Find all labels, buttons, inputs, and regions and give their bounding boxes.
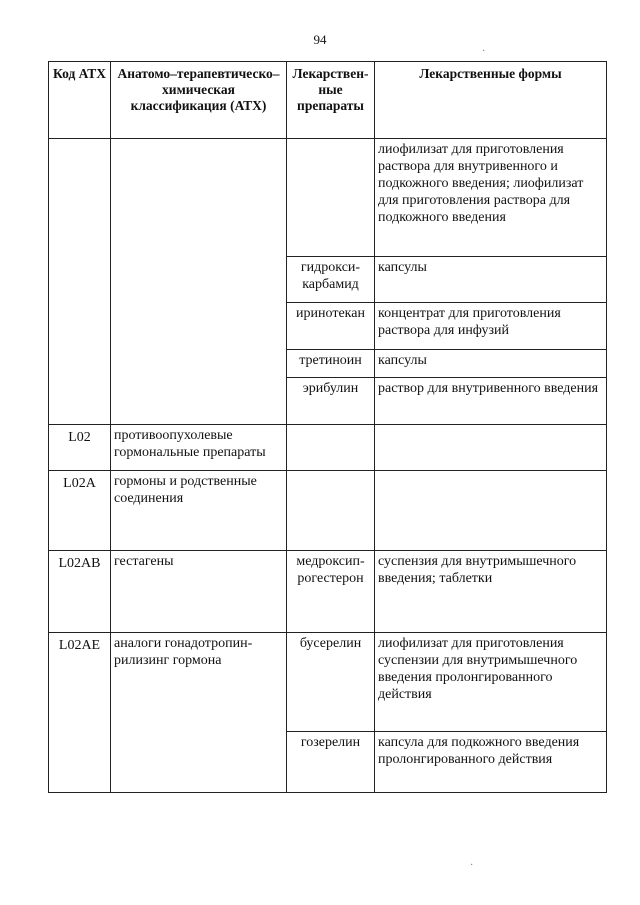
atx-table xyxy=(48,61,607,793)
cell-code: L02AB xyxy=(49,551,111,633)
cell-forms: капсула для подкожного введения пролонгированного действия xyxy=(375,732,607,793)
cell-forms: суспензия для внутримышечного введения; таблетки xyxy=(375,551,607,633)
cell-forms: лиофилизат для приготовления раствора для внутривенного и подкожного введения; лиофилизат для приготовления раствора для подкожного введения xyxy=(375,139,607,257)
table-row xyxy=(49,471,607,551)
cell-classification: гормоны и родственные соединения xyxy=(111,471,287,551)
cell-drug xyxy=(287,139,375,257)
table-row xyxy=(49,551,607,633)
cell-drug: бусерелин xyxy=(287,633,375,732)
cell-classification: гестагены xyxy=(111,551,287,633)
cell-drug: эрибулин xyxy=(287,378,375,425)
table-row xyxy=(49,633,607,732)
cell-drug: гидрокси-карбамид xyxy=(287,257,375,303)
cell-code xyxy=(49,139,111,425)
cell-forms xyxy=(375,471,607,551)
cell-code: L02 xyxy=(49,425,111,471)
cell-drug xyxy=(287,425,375,471)
table-row xyxy=(49,139,607,257)
cell-forms xyxy=(375,425,607,471)
cell-drug: иринотекан xyxy=(287,303,375,350)
header-forms: Лекарственные формы xyxy=(375,62,607,139)
cell-classification: противоопухолевые гормональные препараты xyxy=(111,425,287,471)
cell-drug xyxy=(287,471,375,551)
cell-forms: концентрат для приготовления раствора для инфузий xyxy=(375,303,607,350)
cell-drug: гозерелин xyxy=(287,732,375,793)
page-number: 94 xyxy=(313,32,327,47)
scan-mark: · xyxy=(470,860,474,871)
cell-code: L02AE xyxy=(49,633,111,793)
cell-drug: медроксип-рогестерон xyxy=(287,551,375,633)
header-code: Код АТХ xyxy=(49,62,111,139)
table-row xyxy=(49,425,607,471)
header-drugs: Лекарствен-ные препараты xyxy=(287,62,375,139)
cell-classification: аналоги гонадотропин-рилизинг гормона xyxy=(111,633,287,793)
cell-forms: раствор для внутривенного введения xyxy=(375,378,607,425)
scan-mark: · xyxy=(482,46,486,57)
cell-drug: третиноин xyxy=(287,350,375,378)
cell-classification xyxy=(111,139,287,425)
cell-forms: капсулы xyxy=(375,257,607,303)
cell-code: L02A xyxy=(49,471,111,551)
header-classification: Анатомо–терапевтическо–химическая классификация (АТХ) xyxy=(111,62,287,139)
cell-forms: лиофилизат для приготовления суспензии для внутримышечного введения пролонгированного действия xyxy=(375,633,607,732)
table-header-row xyxy=(49,62,607,139)
cell-forms: капсулы xyxy=(375,350,607,378)
